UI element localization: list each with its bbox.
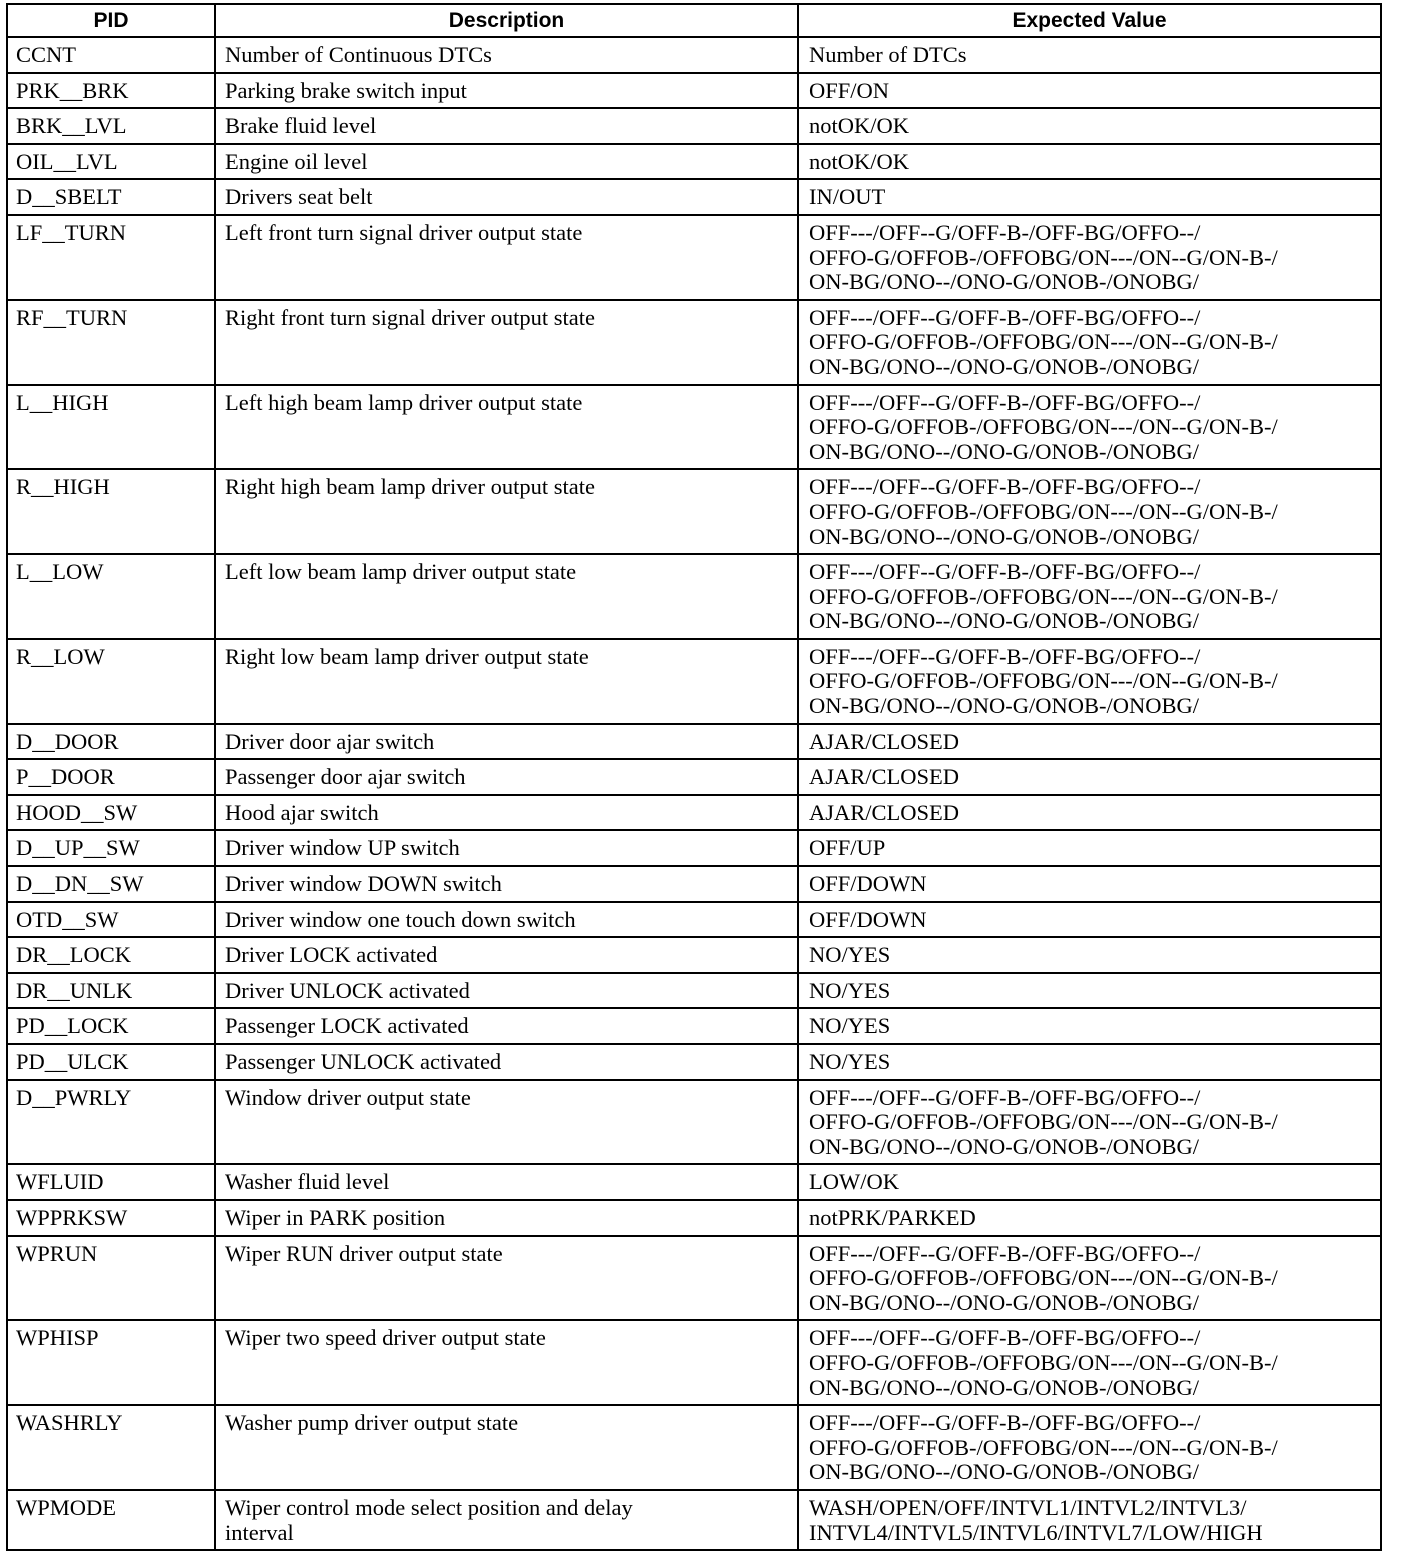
- pid-table: [6, 3, 1382, 1551]
- description-cell: Passenger UNLOCK activated: [215, 1044, 798, 1080]
- header-row: [7, 4, 1381, 37]
- table-row: [7, 902, 1381, 938]
- pid-cell: WPMODE: [7, 1490, 215, 1550]
- header-expected-value: Expected Value: [798, 4, 1381, 37]
- description-cell: Hood ajar switch: [215, 795, 798, 831]
- table-row: [7, 144, 1381, 180]
- description-cell: Left front turn signal driver output state: [215, 215, 798, 300]
- pid-cell: RF__TURN: [7, 300, 215, 385]
- pid-cell: R__HIGH: [7, 469, 215, 554]
- pid-cell: WASHRLY: [7, 1405, 215, 1490]
- expected-value-cell: OFF---/OFF--G/OFF-B-/OFF-BG/OFFO--/ OFFO-G/OFFOB-/OFFOBG/ON---/ON--G/ON-B-/ ON-BG/ONO--/ONO-G/ONOB-/ONOBG/: [798, 1236, 1381, 1321]
- pid-cell: DR__LOCK: [7, 937, 215, 973]
- expected-value-cell: OFF---/OFF--G/OFF-B-/OFF-BG/OFFO--/ OFFO-G/OFFOB-/OFFOBG/ON---/ON--G/ON-B-/ ON-BG/ONO--/ONO-G/ONOB-/ONOBG/: [798, 1080, 1381, 1165]
- pid-cell: OTD__SW: [7, 902, 215, 938]
- pid-cell: PD__ULCK: [7, 1044, 215, 1080]
- table-row: [7, 554, 1381, 639]
- expected-value-cell: OFF/DOWN: [798, 866, 1381, 902]
- table-row: [7, 1320, 1381, 1405]
- table-row: [7, 469, 1381, 554]
- table-row: [7, 108, 1381, 144]
- pid-cell: R__LOW: [7, 639, 215, 724]
- table-row: [7, 1490, 1381, 1550]
- table-row: [7, 973, 1381, 1009]
- pid-cell: WPHISP: [7, 1320, 215, 1405]
- table-row: [7, 1080, 1381, 1165]
- expected-value-cell: OFF/DOWN: [798, 902, 1381, 938]
- expected-value-cell: AJAR/CLOSED: [798, 795, 1381, 831]
- expected-value-cell: notPRK/PARKED: [798, 1200, 1381, 1236]
- table-row: [7, 1044, 1381, 1080]
- description-cell: Wiper control mode select position and delay interval: [215, 1490, 798, 1550]
- table-row: [7, 1008, 1381, 1044]
- expected-value-cell: NO/YES: [798, 1044, 1381, 1080]
- table-row: [7, 300, 1381, 385]
- description-cell: Left high beam lamp driver output state: [215, 385, 798, 470]
- table-row: [7, 73, 1381, 109]
- description-cell: Left low beam lamp driver output state: [215, 554, 798, 639]
- pid-cell: HOOD__SW: [7, 795, 215, 831]
- pid-cell: L__HIGH: [7, 385, 215, 470]
- expected-value-cell: NO/YES: [798, 1008, 1381, 1044]
- expected-value-cell: OFF---/OFF--G/OFF-B-/OFF-BG/OFFO--/ OFFO-G/OFFOB-/OFFOBG/ON---/ON--G/ON-B-/ ON-BG/ONO--/ONO-G/ONOB-/ONOBG/: [798, 639, 1381, 724]
- description-cell: Wiper in PARK position: [215, 1200, 798, 1236]
- pid-cell: D__UP__SW: [7, 830, 215, 866]
- table-row: [7, 937, 1381, 973]
- description-cell: Driver window DOWN switch: [215, 866, 798, 902]
- expected-value-cell: OFF---/OFF--G/OFF-B-/OFF-BG/OFFO--/ OFFO-G/OFFOB-/OFFOBG/ON---/ON--G/ON-B-/ ON-BG/ONO--/ONO-G/ONOB-/ONOBG/: [798, 469, 1381, 554]
- table-row: [7, 830, 1381, 866]
- expected-value-cell: OFF/UP: [798, 830, 1381, 866]
- description-cell: Driver door ajar switch: [215, 724, 798, 760]
- table-row: [7, 759, 1381, 795]
- table-row: [7, 1164, 1381, 1200]
- expected-value-cell: AJAR/CLOSED: [798, 724, 1381, 760]
- pid-cell: DR__UNLK: [7, 973, 215, 1009]
- description-cell: Window driver output state: [215, 1080, 798, 1165]
- expected-value-cell: notOK/OK: [798, 144, 1381, 180]
- header-description: Description: [215, 4, 798, 37]
- description-cell: Right high beam lamp driver output state: [215, 469, 798, 554]
- description-cell: Drivers seat belt: [215, 179, 798, 215]
- table-row: [7, 215, 1381, 300]
- pid-cell: P__DOOR: [7, 759, 215, 795]
- description-cell: Passenger door ajar switch: [215, 759, 798, 795]
- pid-cell: D__PWRLY: [7, 1080, 215, 1165]
- description-cell: Brake fluid level: [215, 108, 798, 144]
- table-row: [7, 639, 1381, 724]
- description-cell: Driver window UP switch: [215, 830, 798, 866]
- expected-value-cell: NO/YES: [798, 937, 1381, 973]
- pid-cell: OIL__LVL: [7, 144, 215, 180]
- table-row: [7, 1200, 1381, 1236]
- pid-cell: CCNT: [7, 37, 215, 73]
- table-row: [7, 179, 1381, 215]
- pid-cell: D__DN__SW: [7, 866, 215, 902]
- header-pid: PID: [7, 4, 215, 37]
- pid-cell: WPRUN: [7, 1236, 215, 1321]
- table-body: [7, 37, 1381, 1550]
- table-row: [7, 37, 1381, 73]
- pid-cell: L__LOW: [7, 554, 215, 639]
- pid-cell: D__DOOR: [7, 724, 215, 760]
- description-cell: Wiper RUN driver output state: [215, 1236, 798, 1321]
- pid-cell: D__SBELT: [7, 179, 215, 215]
- expected-value-cell: Number of DTCs: [798, 37, 1381, 73]
- expected-value-cell: notOK/OK: [798, 108, 1381, 144]
- expected-value-cell: OFF---/OFF--G/OFF-B-/OFF-BG/OFFO--/ OFFO-G/OFFOB-/OFFOBG/ON---/ON--G/ON-B-/ ON-BG/ONO--/ONO-G/ONOB-/ONOBG/: [798, 300, 1381, 385]
- expected-value-cell: LOW/OK: [798, 1164, 1381, 1200]
- table-row: [7, 795, 1381, 831]
- expected-value-cell: OFF---/OFF--G/OFF-B-/OFF-BG/OFFO--/ OFFO-G/OFFOB-/OFFOBG/ON---/ON--G/ON-B-/ ON-BG/ONO--/ONO-G/ONOB-/ONOBG/: [798, 1320, 1381, 1405]
- expected-value-cell: OFF---/OFF--G/OFF-B-/OFF-BG/OFFO--/ OFFO-G/OFFOB-/OFFOBG/ON---/ON--G/ON-B-/ ON-BG/ONO--/ONO-G/ONOB-/ONOBG/: [798, 385, 1381, 470]
- pid-cell: PRK__BRK: [7, 73, 215, 109]
- pid-cell: LF__TURN: [7, 215, 215, 300]
- expected-value-cell: OFF---/OFF--G/OFF-B-/OFF-BG/OFFO--/ OFFO-G/OFFOB-/OFFOBG/ON---/ON--G/ON-B-/ ON-BG/ONO--/ONO-G/ONOB-/ONOBG/: [798, 554, 1381, 639]
- expected-value-cell: IN/OUT: [798, 179, 1381, 215]
- description-cell: Number of Continuous DTCs: [215, 37, 798, 73]
- description-cell: Driver LOCK activated: [215, 937, 798, 973]
- expected-value-cell: OFF/ON: [798, 73, 1381, 109]
- table-row: [7, 385, 1381, 470]
- description-cell: Washer fluid level: [215, 1164, 798, 1200]
- expected-value-cell: NO/YES: [798, 973, 1381, 1009]
- description-cell: Driver window one touch down switch: [215, 902, 798, 938]
- pid-cell: WFLUID: [7, 1164, 215, 1200]
- expected-value-cell: AJAR/CLOSED: [798, 759, 1381, 795]
- pid-cell: PD__LOCK: [7, 1008, 215, 1044]
- description-cell: Right low beam lamp driver output state: [215, 639, 798, 724]
- description-cell: Engine oil level: [215, 144, 798, 180]
- table-row: [7, 724, 1381, 760]
- expected-value-cell: WASH/OPEN/OFF/INTVL1/INTVL2/INTVL3/ INTVL4/INTVL5/INTVL6/INTVL7/LOW/HIGH: [798, 1490, 1381, 1550]
- description-cell: Wiper two speed driver output state: [215, 1320, 798, 1405]
- table-row: [7, 1236, 1381, 1321]
- pid-cell: BRK__LVL: [7, 108, 215, 144]
- description-cell: Passenger LOCK activated: [215, 1008, 798, 1044]
- description-cell: Driver UNLOCK activated: [215, 973, 798, 1009]
- expected-value-cell: OFF---/OFF--G/OFF-B-/OFF-BG/OFFO--/ OFFO-G/OFFOB-/OFFOBG/ON---/ON--G/ON-B-/ ON-BG/ONO--/ONO-G/ONOB-/ONOBG/: [798, 1405, 1381, 1490]
- description-cell: Right front turn signal driver output state: [215, 300, 798, 385]
- table-row: [7, 1405, 1381, 1490]
- expected-value-cell: OFF---/OFF--G/OFF-B-/OFF-BG/OFFO--/ OFFO-G/OFFOB-/OFFOBG/ON---/ON--G/ON-B-/ ON-BG/ONO--/ONO-G/ONOB-/ONOBG/: [798, 215, 1381, 300]
- table-row: [7, 866, 1381, 902]
- pid-cell: WPPRKSW: [7, 1200, 215, 1236]
- description-cell: Parking brake switch input: [215, 73, 798, 109]
- description-cell: Washer pump driver output state: [215, 1405, 798, 1490]
